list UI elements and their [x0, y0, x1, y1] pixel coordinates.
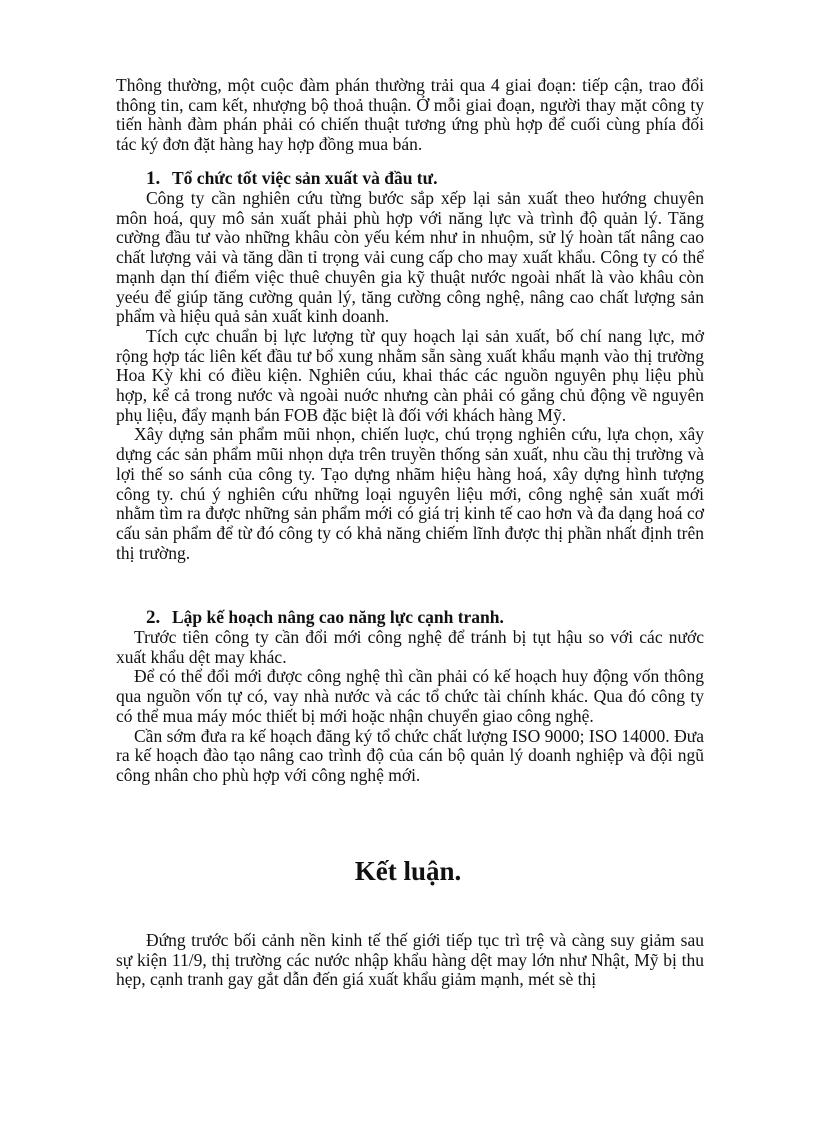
section-1-body [116, 189, 704, 563]
section-1-title: Tổ chức tốt việc sản xuất và đầu tư. [172, 168, 438, 188]
section-2-paragraph: Cần sớm đưa ra kế hoạch đăng ký tổ chức chất lượng ISO 9000; ISO 14000. Đưa ra kế hoạch đào tạo nâng cao trình độ của cán bộ quản lý doanh nghiệp và đội ngũ công nhân cho phù hợp với công nghệ mới. [116, 725, 704, 785]
intro-paragraph: Thông thường, một cuộc đàm phán thường trải qua 4 giai đoạn: tiếp cận, trao đổi thông tin, cam kết, nhượng bộ thoả thuận. Ở mỗi giai đoạn, người thay mặt công ty tiến hành đàm phán phải có chiến thuật tương ứng phù hợp để cuối cùng phía đối tác ký đơn đặt hàng hay hợp đồng mua bán. [116, 75, 704, 155]
conclusion-title: Kết luận. [354, 856, 462, 886]
section-1-paragraph: Công ty cần nghiên cứu từng bước sắp xếp lại sản xuất theo hướng chuyên môn hoá, quy mô sản xuất phải phù hợp với năng lực và trình độ quản lý. Tăng cường đầu tư vào những khâu còn yếu kém như in nhuộm, sử lý hoàn tất nâng cao chất lượng vải và tăng dần tỉ trọng vải cung cấp cho may xuất khẩu. Công ty có thể mạnh dạn thí điểm việc thuê chuyên gia kỹ thuật nước ngoài nhất là vào khâu còn yeéu để giúp tăng cường quản lý, tăng cường công nghệ, nâng cao chất lượng sản phẩm và hiệu quả sản xuất kinh doanh. [116, 188, 704, 327]
section-1-paragraph: Xây dựng sản phẩm mũi nhọn, chiến luợc, chú trọng nghiên cứu, lựa chọn, xây dựng các sản phẩm mũi nhọn dựa trên truyền thống sản xuất, nhu cầu thị trường và lợi thế so sánh của công ty. Tạo dựng nhãm hiệu hàng hoá, xây dựng hình tượng công ty. chú ý nghiên cứu những loại nguyên liệu mới, công nghệ sản xuất mới nhằm tìm ra được những sản phẩm mới có giá trị kinh tế cao hơn và đa dạng hoá cơ cấu sản phẩm để từ đó công ty có khả năng chiếm lĩnh được thị phần nhất định trên thị trường. [116, 424, 704, 563]
section-2-title: Lập kế hoạch nâng cao năng lực cạnh tranh. [172, 607, 504, 627]
section-2-number: 2. [146, 607, 161, 628]
section-1-heading [146, 168, 438, 189]
section-2-paragraph: Để có thể đổi mới được công nghệ thì cần phải có kế hoạch huy động vốn thông qua nguồn vốn tự có, vay nhà nước và các tổ chức tài chính khác. Qua đó công ty có thể mua máy móc thiết bị mới hoặc nhận chuyển giao công nghệ. [116, 666, 704, 726]
conclusion-paragraph: Đứng trước bối cảnh nền kinh tế thế giới tiếp tục trì trệ và càng suy giảm sau sự kiện 11/9, thị trường các nước nhập khẩu hàng dệt may lớn như Nhật, Mỹ bị thu hẹp, cạnh tranh gay gắt dẫn đến giá xuất khẩu giảm mạnh, mét sè thị [116, 930, 704, 990]
section-2-paragraph: Trước tiên công ty cần đổi mới công nghệ để tránh bị tụt hậu so với các nước xuất khẩu dệt may khác. [116, 627, 704, 667]
section-1-number: 1. [146, 168, 161, 189]
intro-block [116, 76, 704, 155]
section-2-body [116, 628, 704, 786]
section-2-heading [146, 607, 504, 628]
conclusion-body [116, 931, 704, 990]
section-1-paragraph: Tích cực chuẩn bị lực lượng từ quy hoạch lại sản xuất, bố chí nang lực, mở rộng hợp tác liên kết đầu tư bổ xung nhằm sẵn sàng xuất khẩu mạnh vào thị trường Hoa Kỳ khi có điều kiện. Nghiên cúu, khai thác các nguồn nguyên phụ liệu phù hợp, kể cả trong nước và ngoài nuớc nhưng càn phải có gắng chủ động về nguyên phụ liệu, đẩy mạnh bán FOB đặc biệt là đối với khách hàng Mỹ. [116, 325, 704, 425]
